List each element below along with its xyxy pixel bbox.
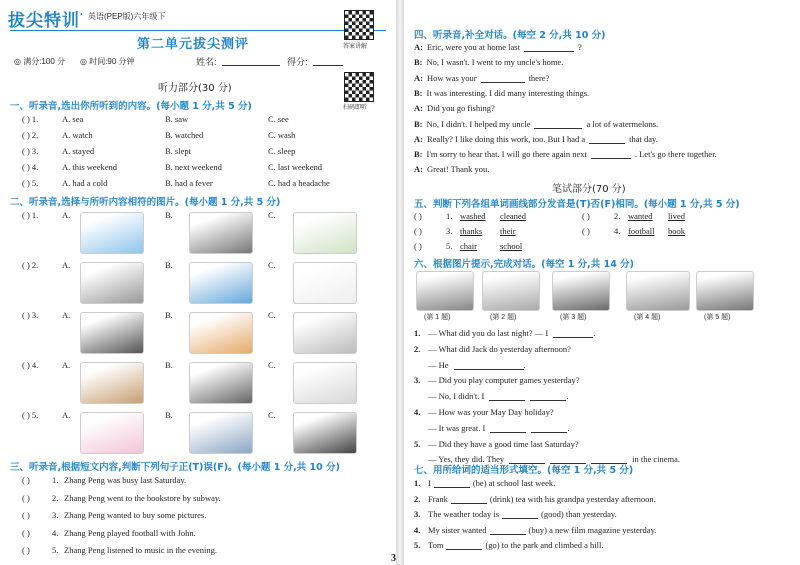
sec2-option-a-label[interactable]: A. (62, 260, 71, 270)
sec7-text-before: My sister wanted (428, 524, 487, 535)
sec6-dialogue-period: . (567, 422, 570, 433)
dialogue-text: It was interesting. I did many interesting things. (426, 87, 590, 98)
sec5-answer-paren[interactable]: ( ) (414, 226, 422, 236)
answer-blank[interactable] (589, 134, 625, 144)
sec6-picture-caption: (第 4 题) (634, 314, 661, 321)
answer-blank[interactable] (524, 42, 574, 52)
sec6-dialogue-period: . (593, 328, 596, 338)
sec2-option-b-label[interactable]: B. (165, 210, 173, 220)
sec7-text-after: (drink) tea with his grandpa yesterday afternoon. (489, 493, 656, 504)
sec7-text-before: Tom (428, 540, 444, 550)
sec3-statement: Zhang Peng played football with John. (64, 527, 196, 538)
qr-code-answer[interactable] (344, 10, 374, 40)
answer-blank[interactable] (530, 391, 569, 402)
sec2-option-b-label[interactable]: B. (165, 260, 173, 270)
sec7-sentence (428, 540, 604, 550)
answer-blank[interactable] (454, 360, 524, 370)
dialogue-line (414, 57, 563, 67)
writing-part-heading: 笔试部分(70 分) (552, 184, 626, 195)
dialogue-line (414, 134, 658, 144)
sec7-text-after: (good) than yesterday. (541, 509, 617, 519)
sec6-dialogue-line (428, 375, 580, 385)
sec2-option-c-label[interactable]: C. (268, 310, 276, 320)
sec5-q-number: 2. (614, 211, 621, 221)
sec3-statement: Zhang Peng was busy last Saturday. (64, 475, 187, 485)
sec1-option-b[interactable]: B. saw (165, 114, 189, 124)
listening-part-heading: 听力部分(30 分) (158, 83, 232, 94)
section4-title: 四、听录音,补全对话。(每空 2 分,共 10 分) (414, 30, 606, 41)
name-label: 姓名: (196, 57, 217, 67)
book-gutter (396, 0, 404, 565)
sec6-dialogue-text: — What did you do last night? — I (428, 328, 549, 338)
answer-blank[interactable] (481, 73, 525, 83)
speaker-label: A: (414, 103, 423, 114)
sec5-word-2: cleaned (500, 211, 526, 221)
sec1-q-number[interactable]: ( ) 4. (22, 162, 39, 172)
sec7-text-after: (go) to the park and climbed a hill. (485, 540, 604, 550)
speaker-label: A: (414, 42, 423, 52)
header-dot: • (80, 10, 83, 19)
sec2-option-b-label[interactable]: B. (165, 360, 173, 370)
sec7-text-before: I (428, 478, 431, 488)
sec5-word-1: wanted (628, 211, 653, 221)
sec6-dialogue-line (428, 407, 554, 417)
answer-blank[interactable] (434, 478, 470, 488)
sec3-answer-paren[interactable]: ( ) (22, 545, 30, 555)
sec2-option-b-label[interactable]: B. (165, 310, 173, 320)
sec6-dialogue-line (428, 439, 579, 449)
sec3-answer-paren[interactable]: ( ) (22, 492, 30, 503)
score-field[interactable] (313, 55, 343, 66)
answer-blank[interactable] (490, 525, 526, 535)
sec2-option-c-label[interactable]: C. (268, 410, 276, 420)
section7-title: 七、用所给词的适当形式填空。(每空 1 分,共 5 分) (414, 465, 634, 476)
sec5-word-1: chair (460, 241, 477, 251)
sec3-q-number: 5. (52, 545, 59, 555)
dialogue-text: How was your (426, 72, 477, 83)
sec3-q-number: 4. (52, 527, 59, 538)
full-score: ◎ 满分:100 分 (14, 57, 65, 66)
dialogue-line (414, 42, 582, 52)
dialogue-text: Great! Thank you. (426, 164, 490, 175)
dialogue-text-after: . Let's go there together. (634, 149, 717, 160)
sec1-option-c[interactable]: C. sleep (268, 146, 296, 156)
sec3-answer-paren[interactable]: ( ) (22, 527, 30, 538)
sec2-option-a-label[interactable]: A. (62, 410, 71, 420)
sec7-sentence (428, 478, 555, 488)
sec5-answer-paren[interactable]: ( ) (414, 211, 422, 221)
sec6-q-number: 5. (414, 438, 421, 449)
answer-blank[interactable] (446, 540, 482, 550)
sec6-q-number: 3. (414, 375, 421, 386)
sec2-picture-b[interactable] (189, 262, 253, 304)
sec1-option-c[interactable]: C. had a headache (268, 178, 330, 188)
sec2-picture-c[interactable] (293, 212, 357, 254)
answer-blank[interactable] (502, 509, 538, 519)
dialogue-text-after: ? (577, 42, 582, 52)
sec3-q-number: 1. (52, 475, 59, 485)
sec1-option-c[interactable]: C. last weekend (268, 162, 323, 172)
sec6-dialogue-text: — It was great. I (428, 422, 486, 433)
qr-code-listen[interactable] (344, 72, 374, 102)
sec6-dialogue-text: — Did they have a good time last Saturday? (428, 438, 579, 449)
name-field[interactable] (222, 55, 280, 66)
sec3-q-number: 3. (52, 510, 59, 520)
sec6-picture-5 (696, 271, 754, 311)
sec6-picture-caption: (第 3 题) (560, 314, 587, 321)
sec5-word-2: book (668, 226, 685, 236)
dialogue-text-after: there? (528, 72, 550, 83)
sec6-picture-1 (416, 271, 474, 311)
sec3-answer-paren[interactable]: ( ) (22, 475, 30, 485)
sec5-answer-paren[interactable]: ( ) (414, 241, 422, 251)
dialogue-line (414, 73, 549, 83)
test-title: 第二单元拔尖测评 (137, 37, 250, 52)
sec2-option-b-label[interactable]: B. (165, 410, 173, 420)
sec6-dialogue-text: — What did Jack do yesterday afternoon? (428, 343, 571, 354)
sec6-dialogue-text: — No, I didn't. I (428, 391, 485, 402)
dialogue-text: I'm sorry to hear that. I will go there again next (426, 149, 587, 160)
answer-blank[interactable] (591, 149, 631, 159)
sec6-picture-caption: (第 2 题) (490, 314, 517, 321)
sec3-statement: Zhang Peng went to the bookstore by subway. (64, 492, 221, 503)
speaker-label: B: (414, 118, 423, 129)
sec7-text-before: Frank (428, 493, 448, 504)
sec6-q-number: 4. (414, 407, 421, 417)
sec5-q-number: 1. (446, 211, 453, 221)
sec2-picture-c[interactable] (293, 312, 357, 354)
sec6-dialogue-text: — He (428, 359, 449, 370)
sec1-option-a[interactable]: A. had a cold (62, 178, 108, 188)
sec7-sentence (428, 509, 617, 519)
brand-logo: 拔尖特训 (8, 11, 80, 31)
dialogue-line (414, 88, 589, 98)
sec7-sentence (428, 525, 656, 535)
sec2-picture-c[interactable] (293, 412, 357, 454)
header-rule (10, 30, 386, 31)
answer-blank[interactable] (490, 423, 526, 433)
sec6-picture-4 (626, 271, 690, 311)
sec2-option-c-label[interactable]: C. (268, 210, 276, 220)
sec3-statement: Zhang Peng listened to music in the evening. (64, 545, 217, 555)
speaker-label: B: (414, 149, 423, 160)
sec6-dialogue-text: — How was your May Day holiday? (428, 407, 554, 417)
section1-title: 一、听录音,选出你所听到的内容。(每小题 1 分,共 5 分) (10, 101, 252, 112)
section6-title: 六、根据图片提示,完成对话。(每空 1 分,共 14 分) (414, 259, 634, 270)
sec6-dialogue-line (428, 360, 526, 370)
sec1-option-a[interactable]: A. stayed (62, 146, 95, 156)
sec2-picture-a[interactable] (80, 212, 144, 254)
sec7-text-after: (be) at school last week. (472, 478, 556, 488)
left-page (0, 0, 396, 565)
sec6-picture-caption: (第 5 题) (704, 314, 731, 321)
dialogue-text: Did you go fishing? (426, 103, 495, 114)
sec5-word-1: football (628, 226, 655, 236)
sec2-picture-b[interactable] (189, 362, 253, 404)
sec2-picture-b[interactable] (189, 312, 253, 354)
speaker-label: B: (414, 57, 423, 68)
sec6-dialogue-period: . (523, 359, 526, 370)
sec1-q-number[interactable]: ( ) 2. (22, 130, 39, 140)
answer-blank[interactable] (489, 391, 525, 401)
sec2-picture-c[interactable] (293, 362, 357, 404)
sec1-q-number[interactable]: ( ) 1. (22, 114, 39, 124)
sec2-option-c-label[interactable]: C. (268, 260, 276, 270)
page-number: 3 (391, 553, 396, 564)
sec6-q-number: 1. (414, 328, 421, 338)
time-limit: ◎ 时间:90 分钟 (80, 57, 135, 66)
sec7-q-number: 3. (414, 509, 421, 519)
sec5-q-number: 3. (446, 226, 453, 236)
sec2-picture-a[interactable] (80, 262, 144, 304)
score-label: 得分: (287, 57, 308, 67)
sec5-word-2: lived (668, 211, 685, 221)
dialogue-text: No, I wasn't. I went to my uncle's home. (426, 57, 564, 68)
sec3-statement: Zhang Peng wanted to buy some pictures. (64, 510, 207, 520)
sec1-option-a[interactable]: A. watch (62, 130, 93, 140)
sec2-option-a-label[interactable]: A. (62, 210, 71, 220)
dialogue-text-after: that day. (629, 133, 658, 144)
sec1-option-c[interactable]: C. see (268, 114, 289, 124)
sec1-option-b[interactable]: B. watched (165, 130, 204, 140)
sec2-q-number[interactable]: ( ) 3. (22, 310, 39, 320)
right-page (404, 0, 800, 565)
sec1-option-c[interactable]: C. wash (268, 130, 296, 140)
sec2-q-number[interactable]: ( ) 5. (22, 410, 39, 420)
sec2-picture-c[interactable] (293, 262, 357, 304)
sec5-word-2: school (500, 241, 523, 251)
book-title: 英语(PEP版)六年级下 (88, 12, 166, 21)
sec2-picture-a[interactable] (80, 412, 144, 454)
sec6-picture-caption: (第 1 题) (424, 314, 451, 321)
sec1-option-b[interactable]: B. had a fever (165, 178, 213, 188)
speaker-label: A: (414, 164, 423, 175)
sec7-q-number: 1. (414, 478, 421, 488)
sec2-option-a-label[interactable]: A. (62, 310, 71, 320)
sec5-word-2: their (500, 226, 516, 236)
sec1-option-a[interactable]: A. sea (62, 114, 84, 124)
sec7-text-after: (buy) a new film magazine yesterday. (528, 524, 657, 535)
sec2-q-number[interactable]: ( ) 1. (22, 210, 39, 220)
sec7-q-number: 2. (414, 493, 421, 504)
answer-blank[interactable] (531, 422, 570, 433)
sec6-dialogue-period: . (566, 391, 569, 402)
sec6-dialogue-after: in the cinema. (632, 454, 681, 465)
sec2-picture-b[interactable] (189, 212, 253, 254)
sec1-option-a[interactable]: A. this weekend (62, 162, 118, 172)
sec6-dialogue-line (428, 344, 571, 354)
sec3-answer-paren[interactable]: ( ) (22, 510, 30, 520)
speaker-label: A: (414, 72, 423, 83)
sec6-dialogue-line (428, 423, 569, 433)
sec2-picture-b[interactable] (189, 412, 253, 454)
dialogue-text: Really? I like doing this work, too. But I had a (426, 133, 586, 144)
section3-title: 三、听录音,根据短文内容,判断下列句子正(T)误(F)。(每小题 1 分,共 10 分) (10, 462, 340, 473)
sec2-option-a-label[interactable]: A. (62, 360, 71, 370)
sec6-dialogue-line (428, 391, 568, 401)
speaker-label: A: (414, 133, 423, 144)
dialogue-line (414, 164, 489, 174)
sec7-q-number: 4. (414, 524, 421, 535)
speaker-label: B: (414, 87, 423, 98)
qr-caption-answer: 答案讲解 (343, 43, 368, 50)
answer-blank[interactable] (553, 328, 596, 338)
sec6-q-number: 2. (414, 343, 421, 354)
sec5-q-number: 5. (446, 241, 453, 251)
section2-title: 二、听录音,选择与所听内容相符的图片。(每小题 1 分,共 5 分) (10, 197, 281, 208)
sec2-q-number[interactable]: ( ) 4. (22, 360, 39, 370)
dialogue-line (414, 103, 495, 113)
qr-caption-listen: 扫码即听 (343, 104, 368, 111)
sec5-q-number: 4. (614, 226, 621, 236)
sec5-answer-paren[interactable]: ( ) (582, 211, 590, 221)
dialogue-text-after: a lot of watermelons. (586, 118, 659, 129)
dialogue-line (414, 149, 717, 159)
sec2-picture-a[interactable] (80, 362, 144, 404)
sec1-q-number[interactable]: ( ) 5. (22, 178, 39, 188)
sec3-q-number: 2. (52, 492, 59, 503)
sec7-text-before: The weather today is (428, 509, 500, 519)
dialogue-text: No, I didn't. I helped my uncle (426, 118, 531, 129)
answer-blank[interactable] (451, 494, 487, 504)
sec2-picture-a[interactable] (80, 312, 144, 354)
sec2-option-c-label[interactable]: C. (268, 360, 276, 370)
sec5-answer-paren[interactable]: ( ) (582, 226, 590, 236)
sec6-picture-3 (552, 271, 610, 311)
dialogue-line (414, 119, 658, 129)
sec1-q-number[interactable]: ( ) 3. (22, 146, 39, 156)
sec6-dialogue-line (428, 328, 595, 338)
section5-title: 五、判断下列各组单词画线部分发音是(T)否(F)相同。(每小题 1 分,共 5 分) (414, 199, 740, 210)
sec6-picture-2 (482, 271, 540, 311)
sec2-q-number[interactable]: ( ) 2. (22, 260, 39, 270)
sec6-dialogue-text: — Yes, they did. They (428, 454, 505, 465)
answer-blank[interactable] (534, 119, 582, 129)
sec1-option-b[interactable]: B. slept (165, 146, 191, 156)
sec7-sentence (428, 494, 656, 504)
sec1-option-b[interactable]: B. next weekend (165, 162, 222, 172)
sec5-word-1: thanks (460, 226, 483, 236)
sec6-dialogue-text: — Did you play computer games yesterday? (428, 375, 580, 386)
dialogue-text: Eric, were you at home last (426, 42, 520, 52)
sec7-q-number: 5. (414, 540, 421, 550)
sec5-word-1: washed (460, 211, 486, 221)
